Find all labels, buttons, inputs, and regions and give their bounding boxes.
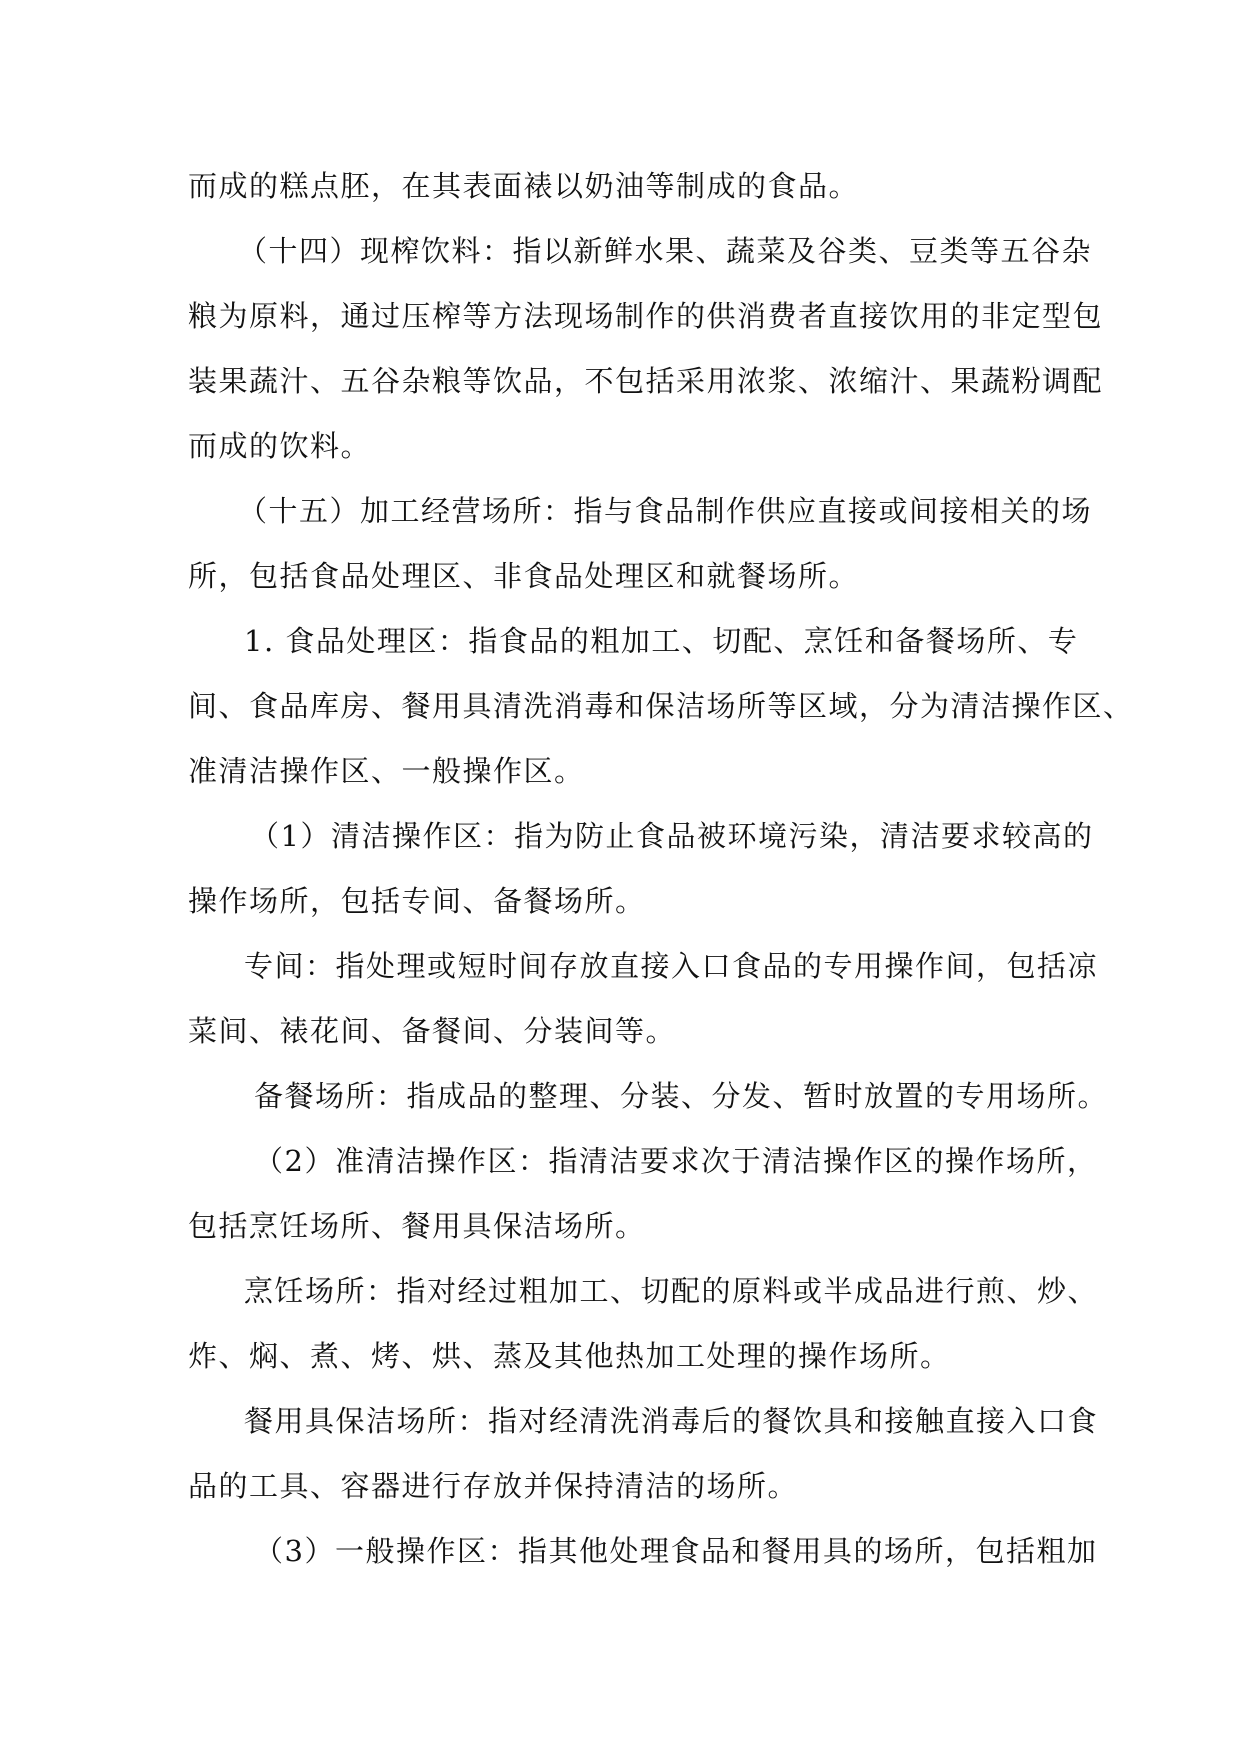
text-line: 包括烹饪场所、餐用具保洁场所。 <box>188 1209 646 1243</box>
text-line: （1）清洁操作区：指为防止食品被环境污染，清洁要求较高的 <box>250 819 1094 853</box>
text-line: 备餐场所：指成品的整理、分装、分发、暂时放置的专用场所。 <box>254 1079 1109 1113</box>
text-line: 炸、焖、煮、烤、烘、蒸及其他热加工处理的操作场所。 <box>188 1339 951 1373</box>
text-line: 餐用具保洁场所：指对经清洗消毒后的餐饮具和接触直接入口食 <box>244 1404 1099 1438</box>
text-line: 粮为原料，通过压榨等方法现场制作的供消费者直接饮用的非定型包 <box>188 299 1104 333</box>
text-line: 所，包括食品处理区、非食品处理区和就餐场所。 <box>188 559 860 593</box>
text-line: （十五）加工经营场所：指与食品制作供应直接或间接相关的场 <box>238 494 1093 528</box>
text-line: 而成的糕点胚，在其表面裱以奶油等制成的食品。 <box>188 169 860 203</box>
text-line: 间、食品库房、餐用具清洗消毒和保洁场所等区域，分为清洁操作区、 <box>188 689 1134 723</box>
text-line: 专间：指处理或短时间存放直接入口食品的专用操作间，包括凉 <box>244 949 1099 983</box>
text-line: 品的工具、容器进行存放并保持清洁的场所。 <box>188 1469 799 1503</box>
text-line: （十四）现榨饮料：指以新鲜水果、蔬菜及谷类、豆类等五谷杂 <box>238 234 1093 268</box>
text-line: （3）一般操作区：指其他处理食品和餐用具的场所，包括粗加 <box>254 1534 1098 1568</box>
text-line: 装果蔬汁、五谷杂粮等饮品，不包括采用浓浆、浓缩汁、果蔬粉调配 <box>188 364 1104 398</box>
text-line: 1. 食品处理区：指食品的粗加工、切配、烹饪和备餐场所、专 <box>244 624 1079 658</box>
text-line: 菜间、裱花间、备餐间、分装间等。 <box>188 1014 677 1048</box>
text-line: （2）准清洁操作区：指清洁要求次于清洁操作区的操作场所， <box>254 1144 1098 1178</box>
text-line: 烹饪场所：指对经过粗加工、切配的原料或半成品进行煎、炒、 <box>244 1274 1099 1308</box>
text-line: 准清洁操作区、一般操作区。 <box>188 754 585 788</box>
text-line: 而成的饮料。 <box>188 429 372 463</box>
text-line: 操作场所，包括专间、备餐场所。 <box>188 884 646 918</box>
